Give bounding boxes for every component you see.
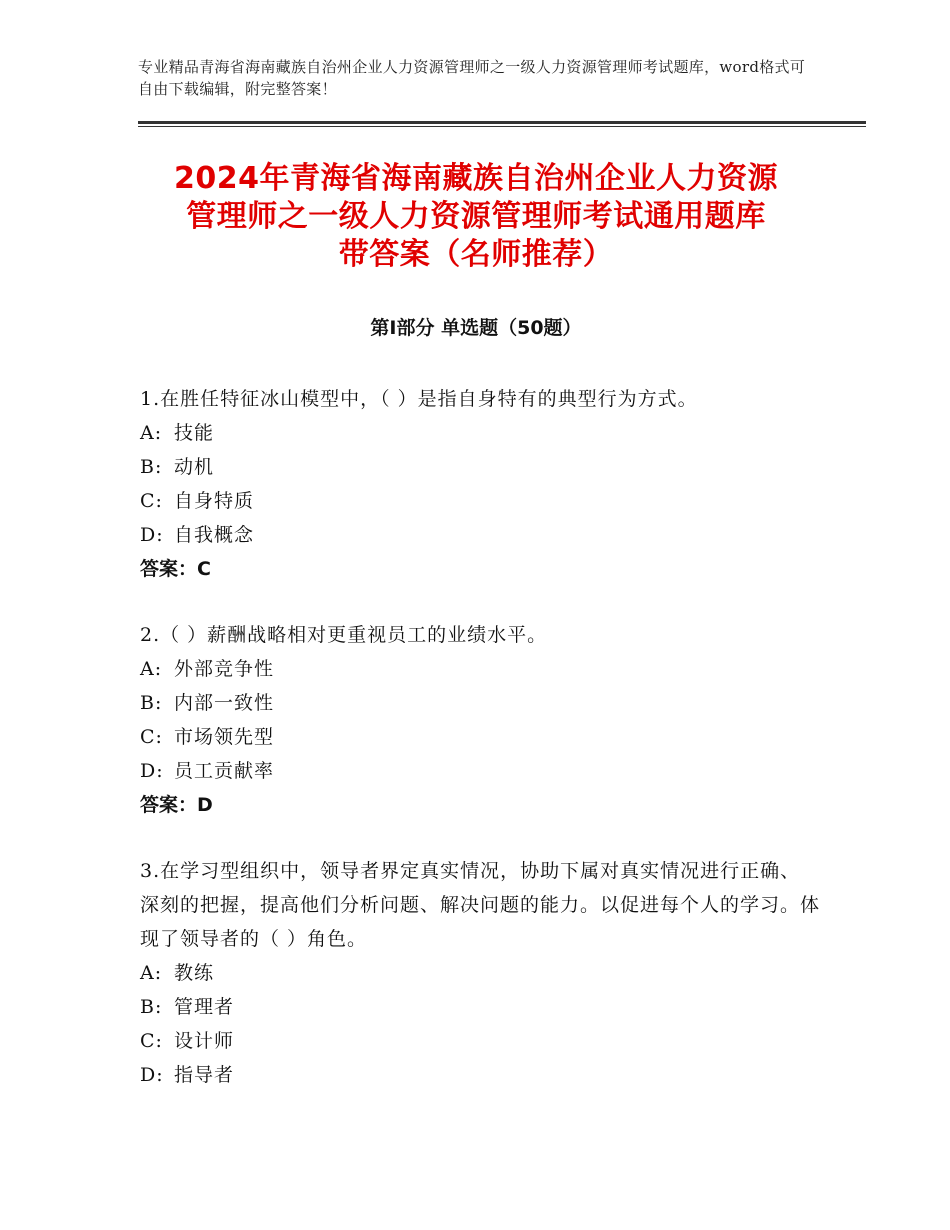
- option-d: [140, 1058, 820, 1092]
- option-letter: B:: [140, 996, 163, 1018]
- option-text: 自我概念: [174, 524, 255, 546]
- option-letter: A:: [140, 962, 163, 984]
- title-line: 管理师之一级人力资源管理师考试通用题库: [186, 199, 766, 234]
- question-list: [140, 382, 820, 1124]
- option-text: 设计师: [174, 1030, 235, 1052]
- option-c: [140, 484, 820, 518]
- option-letter: A:: [140, 658, 163, 680]
- question-stem: 1.在胜任特征冰山模型中，（ ）是指自身特有的典型行为方式。: [140, 388, 698, 410]
- option-text: 指导者: [174, 1064, 235, 1086]
- option-d: [140, 518, 820, 552]
- option-letter: C:: [140, 1030, 163, 1052]
- question-3: [140, 854, 820, 1092]
- option-d: [140, 754, 820, 788]
- answer-label: 答案：D: [140, 794, 213, 816]
- option-a: [140, 416, 820, 450]
- option-b: [140, 686, 820, 720]
- option-letter: D:: [140, 1064, 164, 1086]
- header-divider-thin: [138, 126, 866, 127]
- option-b: [140, 990, 820, 1024]
- option-letter: B:: [140, 692, 163, 714]
- option-a: [140, 652, 820, 686]
- option-c: [140, 720, 820, 754]
- document-title: [138, 160, 814, 274]
- option-letter: D:: [140, 524, 164, 546]
- header-note: 专业精品青海省海南藏族自治州企业人力资源管理师之一级人力资源管理师考试题库，word格式可自由下载编辑，附完整答案！: [138, 58, 806, 98]
- section-heading: 第Ⅰ部分 单选题（50题）: [370, 317, 582, 339]
- answer-label: 答案：C: [140, 558, 211, 580]
- option-letter: A:: [140, 422, 163, 444]
- option-text: 教练: [174, 962, 215, 984]
- option-text: 内部一致性: [174, 692, 275, 714]
- option-b: [140, 450, 820, 484]
- question-1: [140, 382, 820, 586]
- option-text: 管理者: [174, 996, 235, 1018]
- option-letter: B:: [140, 456, 163, 478]
- option-letter: C:: [140, 490, 163, 512]
- option-text: 技能: [174, 422, 215, 444]
- header-divider-thick: [138, 121, 866, 124]
- question-stem: 3.在学习型组织中，领导者界定真实情况，协助下属对真实情况进行正确、深刻的把握，提高他们分析问题、解决问题的能力。以促进每个人的学习。体现了领导者的（ ）角色。: [140, 860, 821, 950]
- title-line: 2024年青海省海南藏族自治州企业人力资源: [174, 161, 778, 196]
- option-text: 市场领先型: [174, 726, 275, 748]
- option-a: [140, 956, 820, 990]
- option-text: 动机: [174, 456, 215, 478]
- option-c: [140, 1024, 820, 1058]
- question-2: [140, 618, 820, 822]
- option-text: 外部竞争性: [174, 658, 275, 680]
- option-text: 员工贡献率: [174, 760, 275, 782]
- option-letter: D:: [140, 760, 164, 782]
- option-letter: C:: [140, 726, 163, 748]
- option-text: 自身特质: [174, 490, 255, 512]
- title-line: 带答案（名师推荐）: [338, 237, 614, 272]
- question-stem: 2.（ ）薪酬战略相对更重视员工的业绩水平。: [140, 624, 548, 646]
